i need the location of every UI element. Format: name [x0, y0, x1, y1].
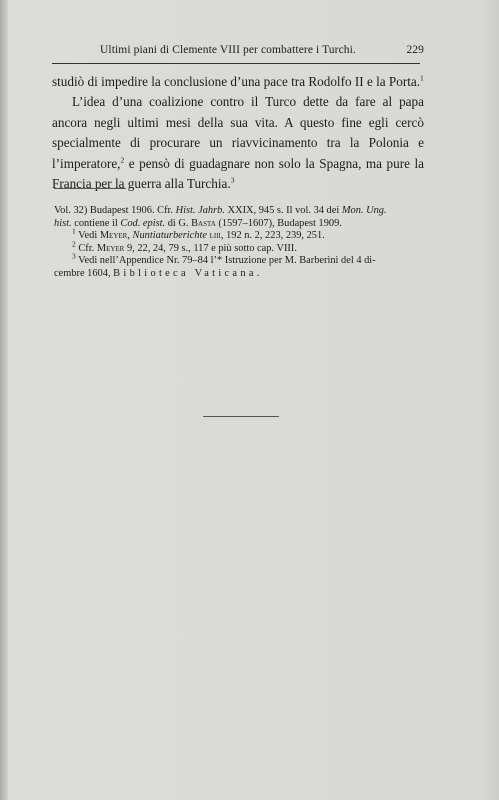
- footnotes: [54, 205, 426, 281]
- page-number: 229: [406, 44, 424, 56]
- footnote-2: $^2$ Cfr. Meyer 9, 22, 24, 79 s., 117 e più sotto cap. VIII.: [72, 239, 297, 254]
- footnote-3: $^3$ Vedi nell’Appendice Nr. 79–84 l’* Istruzione per M. Barberini del 4 di-: [72, 251, 376, 267]
- footnote-continued-line-2: hist. contiene il Cod. epist. di G. Basta (1597–1607), Budapest 1909.: [54, 217, 342, 229]
- footnote-ref-3: 3: [230, 175, 235, 185]
- running-title: Ultimi piani di Clemente VIII per combattere i Turchi.: [100, 44, 356, 56]
- footnote-separator: [54, 188, 126, 189]
- header-rule: [52, 63, 420, 64]
- footnote-continued-line-1: Vol. 32) Budapest 1906. Cfr. Hist. Jahrb. XXIX, 945 s. Il vol. 34 dei Mon. Ung.: [54, 205, 387, 216]
- binding-edge: [0, 0, 8, 800]
- main-text: [52, 72, 424, 194]
- paragraph-2: L’idea d’una coalizione contro il Turco dette da fare al papa ancora negli ultimi mesi della sua vita. A questo fine egli cercò specialmente di procurare un riavvicinamento tra la Polonia e l’imperatore,$^2$ e pensò di guadagnare non solo la Spagna, ma pure la Francia per la guerra alla Turchia.$^3$: [52, 94, 424, 192]
- footnote-1: $^1$ Vedi Meyer, Nuntiaturberichte liii, 192 n. 2, 223, 239, 251.: [72, 226, 325, 242]
- running-header: [52, 44, 424, 62]
- section-end-rule: [203, 416, 279, 417]
- footnote-ref-1: 1: [420, 73, 424, 83]
- paragraph-1: studiò di impedire la conclusione d’una pace tra Rodolfo II e la Porta.$^1$: [52, 73, 424, 89]
- footnote-3-continued: cembre 1604, Biblioteca Vaticana.: [54, 267, 263, 279]
- footnote-ref-2: 2: [120, 155, 125, 165]
